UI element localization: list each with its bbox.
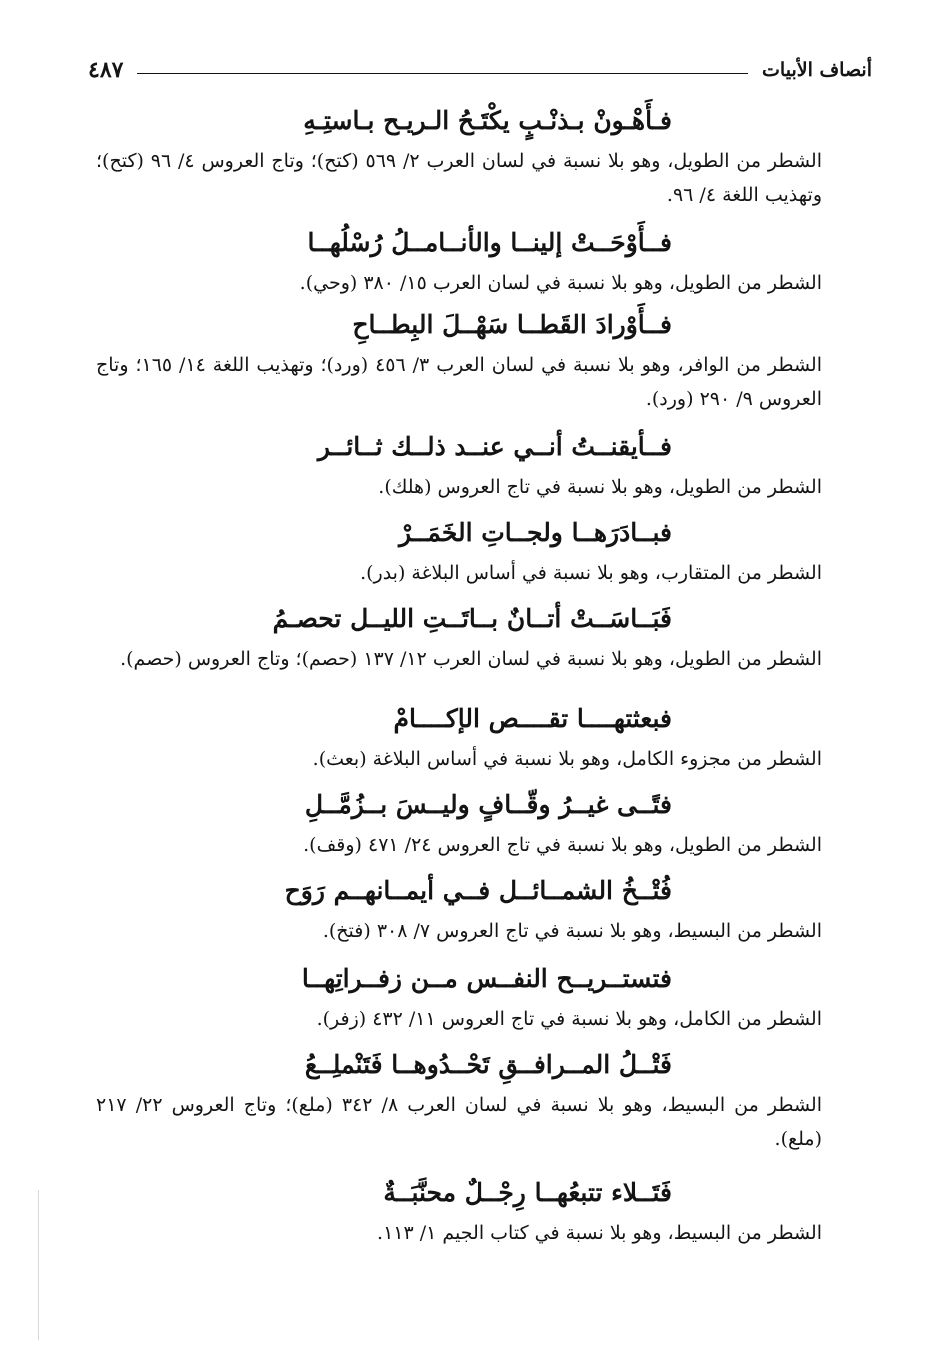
- verse-note: الشطر من مجزوء الكامل، وهو بلا نسبة في أساس البلاغة (بعث).: [312, 748, 822, 770]
- entry-12: [96, 1170, 822, 1250]
- running-header: [88, 52, 872, 88]
- verse-note: الشطر من الطويل، وهو بلا نسبة في لسان العرب ١٢/ ١٣٧ (حصم)؛ وتاج العروس (حصم).: [120, 648, 822, 670]
- verse-line: فَبَــاسَــتْ أتــانٌ بــاتَــتِ الليــل تحصـمُ: [272, 604, 672, 633]
- verse-line: فتستــريــح النفــس مــن زفــراتِهــا: [301, 964, 672, 993]
- verse-line: فـأَهْـونْ بـذنْـبٍ يكْتَـحُ الـريـح بـاستِـهِ: [303, 106, 672, 135]
- entry-1: [96, 98, 822, 212]
- verse-note: الشطر من الطويل، وهو بلا نسبة في تاج العروس (هلك).: [378, 476, 822, 498]
- verse-line: فــأيقنــتُ أنــي عنــد ذلــك ثــائــر: [317, 432, 672, 461]
- entry-9: [96, 868, 822, 948]
- verse-note: الشطر من الكامل، وهو بلا نسبة في تاج العروس ١١/ ٤٣٢ (زفر).: [316, 1008, 822, 1030]
- entry-3: [96, 302, 822, 416]
- entry-7: [96, 696, 822, 776]
- verse-note: الشطر من الطويل، وهو بلا نسبة في تاج العروس ٢٤/ ٤٧١ (وقف).: [303, 834, 822, 856]
- verse-line: فبــادَرَهــا ولجــاتِ الخَمَــرْ: [398, 518, 672, 547]
- verse-note: الشطر من البسيط، وهو بلا نسبة في لسان العرب ٨/ ٣٤٢ (ملع)؛ وتاج العروس ٢٢/ ٢١٧ (ملع).: [96, 1094, 822, 1150]
- verse-note: الشطر من الطويل، وهو بلا نسبة في لسان العرب ١٥/ ٣٨٠ (وحي).: [299, 272, 822, 294]
- scan-margin-line: [38, 1190, 39, 1340]
- verse-line: فتًــى غيــرُ وقّــافٍ وليــسَ بــزُمَّــلِ: [304, 790, 672, 819]
- verse-note: الشطر من الوافر، وهو بلا نسبة في لسان العرب ٣/ ٤٥٦ (ورد)؛ وتهذيب اللغة ١٤/ ١٦٥؛ وتاج العروس ٩/ ٢٩٠ (ورد).: [96, 354, 822, 410]
- entry-2: [96, 220, 822, 300]
- chapter-title: أنصاف الأبيات: [762, 59, 872, 81]
- entry-8: [96, 782, 822, 862]
- entry-5: [96, 510, 822, 590]
- entry-11: [96, 1042, 822, 1156]
- entry-4: [96, 424, 822, 504]
- verse-line: فــأَوْحَــتْ إلينــا والأنــامــلُ رُسْلُهــا: [307, 228, 672, 257]
- verse-note: الشطر من الطويل، وهو بلا نسبة في لسان العرب ٢/ ٥٦٩ (كتح)؛ وتاج العروس ٤/ ٩٦ (كتح)؛ وتهذيب اللغة ٤/ ٩٦.: [96, 150, 822, 206]
- page-number: ٤٨٧: [88, 57, 124, 83]
- verse-line: فبعثتهــــا تقــــص الإكــــامْ: [393, 704, 672, 733]
- entry-10: [96, 956, 822, 1036]
- verse-line: فَتْــلُ المــرافــقِ تَحْــدُوهــا فَتَنْملِــعُ: [304, 1050, 672, 1079]
- verse-note: الشطر من المتقارب، وهو بلا نسبة في أساس البلاغة (بدر).: [360, 562, 822, 584]
- verse-line: فــأَوْرادَ القَطــا سَهْــلَ البِطــاحِ: [352, 310, 672, 339]
- entry-6: [96, 596, 822, 676]
- verse-line: فَتَــلاء تتبعُهــا رِجْــلٌ محنَّبَــةٌ: [383, 1178, 672, 1207]
- verse-note: الشطر من البسيط، وهو بلا نسبة في تاج العروس ٧/ ٣٠٨ (فتخ).: [322, 920, 822, 942]
- verse-line: فُتْــخُ الشمــائــل فــي أيمــانهــم رَوَح: [284, 876, 672, 905]
- verse-entries: [96, 98, 822, 1250]
- header-rule: [137, 73, 748, 74]
- verse-note: الشطر من البسيط، وهو بلا نسبة في كتاب الجيم ١/ ١١٣.: [377, 1222, 822, 1244]
